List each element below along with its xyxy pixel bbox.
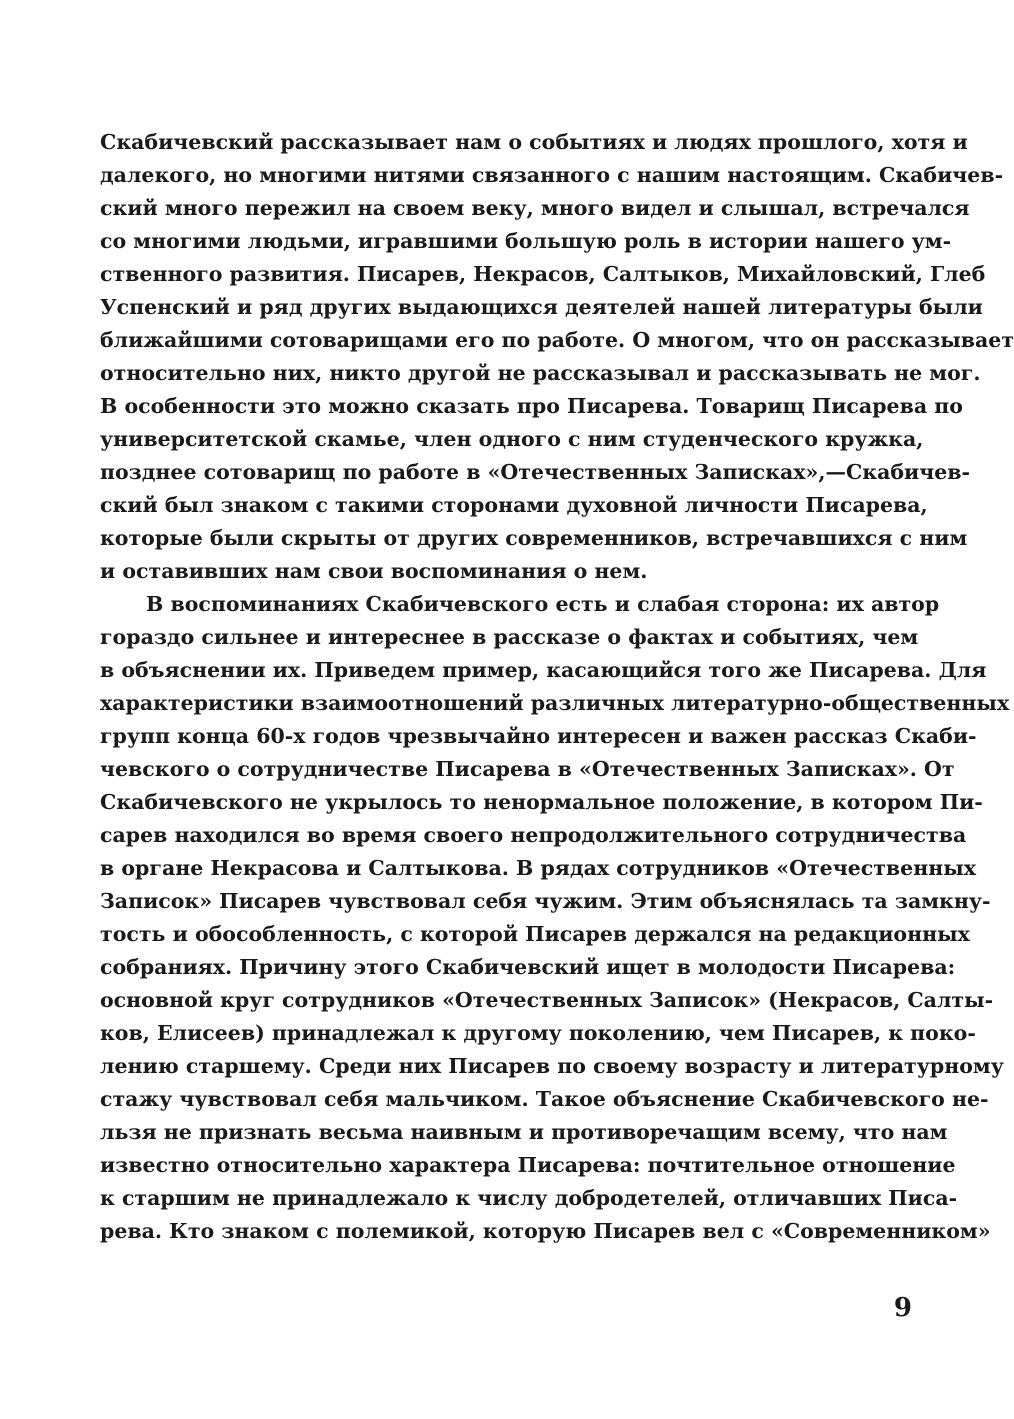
text-line: ков, Елисеев) принадлежал к другому поколению, чем Писарев, к поко-: [100, 1021, 976, 1045]
text-line: льзя не признать весьма наивным и противоречащим всему, что нам: [100, 1120, 948, 1144]
text-line: со многими людьми, игравшими большую роль в истории нашего ум-: [100, 229, 952, 253]
text-line: основной круг сотрудников «Отечественных Записок» (Некрасов, Салты-: [100, 988, 994, 1012]
text-line: и оставивших нам свои воспоминания о нем.: [100, 559, 648, 583]
body-text: [100, 126, 1014, 1248]
text-line: к старшим не принадлежало к числу добродетелей, отличавших Писа-: [100, 1186, 958, 1210]
text-line: ближайшими сотоварищами его по работе. О многом, что он рассказывает: [100, 328, 1014, 352]
text-line: характеристики взаимоотношений различных литературно-общественных: [100, 691, 1010, 715]
text-line: групп конца 60-х годов чрезвычайно интересен и важен рассказ Скаби-: [100, 724, 977, 748]
text-line: сарев находился во время своего непродолжительного сотрудничества: [100, 823, 967, 847]
text-line: университетской скамье, член одного с ним студенческого кружка,: [100, 427, 924, 451]
text-line: тость и обособленность, с которой Писарев держался на редакционных: [100, 922, 970, 946]
text-line: рева. Кто знаком с полемикой, которую Писарев вел с «Современником»: [100, 1219, 991, 1243]
text-line: собраниях. Причину этого Скабичевский ищет в молодости Писарева:: [100, 955, 956, 979]
paragraph-1: [100, 126, 1014, 588]
text-line: В особенности это можно сказать про Писарева. Товарищ Писарева по: [100, 394, 963, 418]
page-number: 9: [893, 1293, 912, 1323]
text-line: которые были скрыты от других современников, встречавшихся с ним: [100, 526, 968, 550]
text-line: далекого, но многими нитями связанного с нашим настоящим. Скабичев-: [100, 163, 1004, 187]
text-line: относительно них, никто другой не рассказывал и рассказывать не мог.: [100, 361, 981, 385]
text-line: стажу чувствовал себя мальчиком. Такое объяснение Скабичевского не-: [100, 1087, 989, 1111]
text-line: позднее сотоварищ по работе в «Отечественных Записках»,—Скабичев-: [100, 460, 971, 484]
text-line: лению старшему. Среди них Писарев по своему возрасту и литературному: [100, 1054, 1004, 1078]
text-line: в органе Некрасова и Салтыкова. В рядах сотрудников «Отечественных: [100, 856, 977, 880]
text-line: Записок» Писарев чувствовал себя чужим. Этим объяснялась та замкну-: [100, 889, 991, 913]
text-line: ский много пережил на своем веку, много видел и слышал, встречался: [100, 196, 970, 220]
text-line: В воспоминаниях Скабичевского есть и слабая сторона: их автор: [146, 592, 940, 616]
text-line: ственного развития. Писарев, Некрасов, Салтыков, Михайловский, Глеб: [100, 262, 986, 286]
text-line: гораздо сильнее и интереснее в рассказе о фактах и событиях, чем: [100, 625, 919, 649]
text-line: Скабичевского не укрылось то ненормальное положение, в котором Пи-: [100, 790, 983, 814]
text-line: Скабичевский рассказывает нам о событиях и людях прошлого, хотя и: [100, 130, 968, 154]
paragraph-2: [100, 588, 1010, 1248]
text-line: в объяснении их. Приведем пример, касающийся того же Писарева. Для: [100, 658, 987, 682]
text-line: ский был знаком с такими сторонами духовной личности Писарева,: [100, 493, 928, 517]
text-line: известно относительно характера Писарева: почтительное отношение: [100, 1153, 956, 1177]
text-line: чевского о сотрудничестве Писарева в «Отечественных Записках». От: [100, 757, 955, 781]
text-line: Успенский и ряд других выдающихся деятелей нашей литературы были: [100, 295, 983, 319]
